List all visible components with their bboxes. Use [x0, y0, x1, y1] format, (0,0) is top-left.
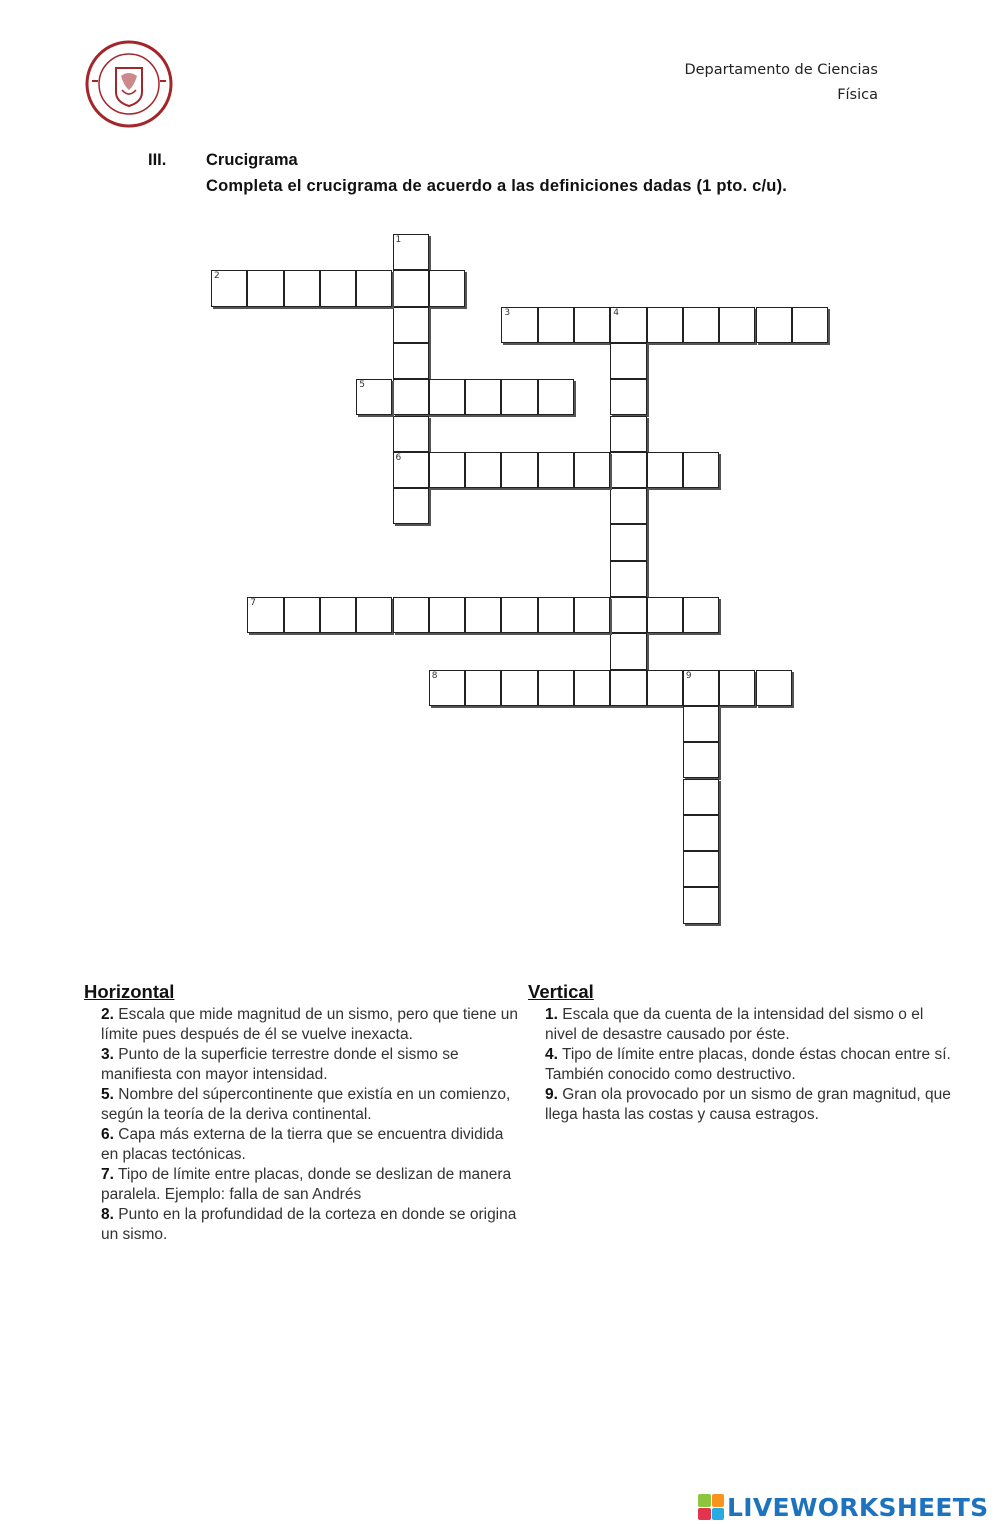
crossword-cell[interactable] [393, 597, 429, 633]
crossword-cell[interactable] [393, 379, 429, 415]
clue-item: 6. Capa más externa de la tierra que se encuentra dividida en placas tectónicas. [101, 1126, 504, 1163]
clue-number: 1 [395, 235, 402, 245]
crossword-cell[interactable] [610, 416, 646, 452]
clue-item: 4. Tipo de límite entre placas, donde éstas chocan entre sí. También conocido como destructivo. [545, 1046, 951, 1083]
crossword-cell[interactable] [610, 343, 646, 379]
crossword-cell[interactable] [393, 343, 429, 379]
crossword-cell[interactable] [610, 524, 646, 560]
clue-item: 8. Punto en la profundidad de la corteza en donde se origina un sismo. [101, 1206, 517, 1243]
crossword-cell[interactable] [610, 633, 646, 669]
crossword-cell[interactable] [756, 307, 792, 343]
crossword-cell[interactable] [247, 597, 283, 633]
crossword-cell[interactable] [610, 379, 646, 415]
clue-item: 7. Tipo de límite entre placas, donde se deslizan de manera paralela. Ejemplo: falla de san Andrés [101, 1166, 512, 1203]
department-name: Departamento de Ciencias [684, 62, 878, 78]
crossword-cell[interactable] [538, 307, 574, 343]
crossword-cell[interactable] [683, 887, 719, 923]
crossword-cell[interactable] [501, 670, 537, 706]
section-number: III. [148, 151, 167, 169]
clue-number: 3 [504, 307, 511, 318]
crossword-cell[interactable] [320, 270, 356, 306]
crossword-cell[interactable] [683, 851, 719, 887]
horizontal-clues [84, 981, 524, 1245]
crossword-cell[interactable] [356, 597, 392, 633]
crossword-cell[interactable] [574, 670, 610, 706]
crossword-cell[interactable] [393, 488, 429, 524]
crossword-cell[interactable] [610, 597, 646, 633]
clue-number: 4 [613, 307, 620, 318]
crossword-cell[interactable] [683, 670, 719, 706]
crossword-cell[interactable] [429, 270, 465, 306]
clue-number: 9 [685, 670, 692, 681]
crossword-cell[interactable] [647, 452, 683, 488]
crossword-cell[interactable] [574, 452, 610, 488]
clue-item: 1. Escala que da cuenta de la intensidad del sismo o el nivel de desastre causado por éste. [545, 1006, 924, 1043]
crossword-cell[interactable] [792, 307, 828, 343]
crossword-cell[interactable] [465, 452, 501, 488]
clue-item: 5. Nombre del súpercontinente que existía en un comienzo, según la teoría de la deriva continental. [101, 1086, 511, 1123]
clue-number: 2 [214, 271, 220, 282]
crossword-cell[interactable] [610, 670, 646, 706]
crossword-cell[interactable] [393, 234, 429, 270]
crossword-cell[interactable] [393, 307, 429, 343]
clue-number: 7 [250, 598, 257, 608]
crossword-cell[interactable] [284, 270, 320, 306]
clue-number: 8 [431, 670, 438, 681]
crossword-cell[interactable] [247, 270, 283, 306]
liveworksheets-icon [698, 1494, 724, 1520]
crossword-cell[interactable] [756, 670, 792, 706]
crossword-cell[interactable] [538, 452, 574, 488]
crossword-cell[interactable] [284, 597, 320, 633]
crossword-cell[interactable] [647, 670, 683, 706]
crossword-cell[interactable] [429, 452, 465, 488]
crossword-cell[interactable] [538, 597, 574, 633]
liveworksheets-logo [698, 1490, 988, 1524]
crossword-cell[interactable] [683, 597, 719, 633]
crossword-cell[interactable] [356, 379, 392, 415]
crossword-cell[interactable] [211, 270, 247, 306]
crossword-cell[interactable] [683, 779, 719, 815]
crossword-cell[interactable] [538, 379, 574, 415]
clue-number: 5 [359, 380, 365, 391]
crossword-cell[interactable] [610, 561, 646, 597]
crossword-cell[interactable] [610, 488, 646, 524]
crossword-cell[interactable] [610, 452, 646, 488]
vertical-heading: Vertical [528, 981, 594, 1002]
horizontal-heading: Horizontal [84, 981, 175, 1002]
crossword-cell[interactable] [647, 307, 683, 343]
crossword-cell[interactable] [719, 307, 755, 343]
crossword-cell[interactable] [501, 379, 537, 415]
crossword-cell[interactable] [683, 307, 719, 343]
clue-item: 9. Gran ola provocado por un sismo de gran magnitud, que llega hasta las costas y causa estragos. [545, 1086, 951, 1123]
crossword-cell[interactable] [683, 742, 719, 778]
crossword-cell[interactable] [501, 307, 537, 343]
crossword-cell[interactable] [429, 597, 465, 633]
crossword-cell[interactable] [501, 597, 537, 633]
crossword-cell[interactable] [574, 307, 610, 343]
crossword-cell[interactable] [683, 706, 719, 742]
crossword-cell[interactable] [683, 815, 719, 851]
crossword-cell[interactable] [538, 670, 574, 706]
clue-item: 3. Punto de la superficie terrestre donde el sismo se manifiesta con mayor intensidad. [101, 1046, 459, 1083]
subject-name: Física [837, 87, 878, 103]
crossword-cell[interactable] [501, 452, 537, 488]
crossword-cell[interactable] [647, 597, 683, 633]
crossword-cell[interactable] [320, 597, 356, 633]
crossword-cell[interactable] [683, 452, 719, 488]
crossword-cell[interactable] [465, 670, 501, 706]
crossword-cell[interactable] [719, 670, 755, 706]
crossword-cell[interactable] [429, 670, 465, 706]
crossword-cell[interactable] [610, 307, 646, 343]
crossword-cell[interactable] [465, 597, 501, 633]
crossword-cell[interactable] [356, 270, 392, 306]
crossword-cell[interactable] [393, 452, 429, 488]
section-title: Crucigrama [206, 151, 298, 169]
liveworksheets-brand: LIVEWORKSHEETS [727, 1492, 989, 1522]
crossword-cell[interactable] [574, 597, 610, 633]
crossword-cell[interactable] [393, 416, 429, 452]
clue-item: 2. Escala que mide magnitud de un sismo, pero que tiene un límite pues después de él se vuelve inexacta. [101, 1006, 519, 1043]
crossword-cell[interactable] [393, 270, 429, 306]
clue-number: 6 [395, 452, 402, 463]
crossword-cell[interactable] [429, 379, 465, 415]
vertical-clues [528, 981, 958, 1125]
section-instruction: Completa el crucigrama de acuerdo a las definiciones dadas (1 pto. c/u). [206, 177, 788, 195]
crossword-cell[interactable] [465, 379, 501, 415]
